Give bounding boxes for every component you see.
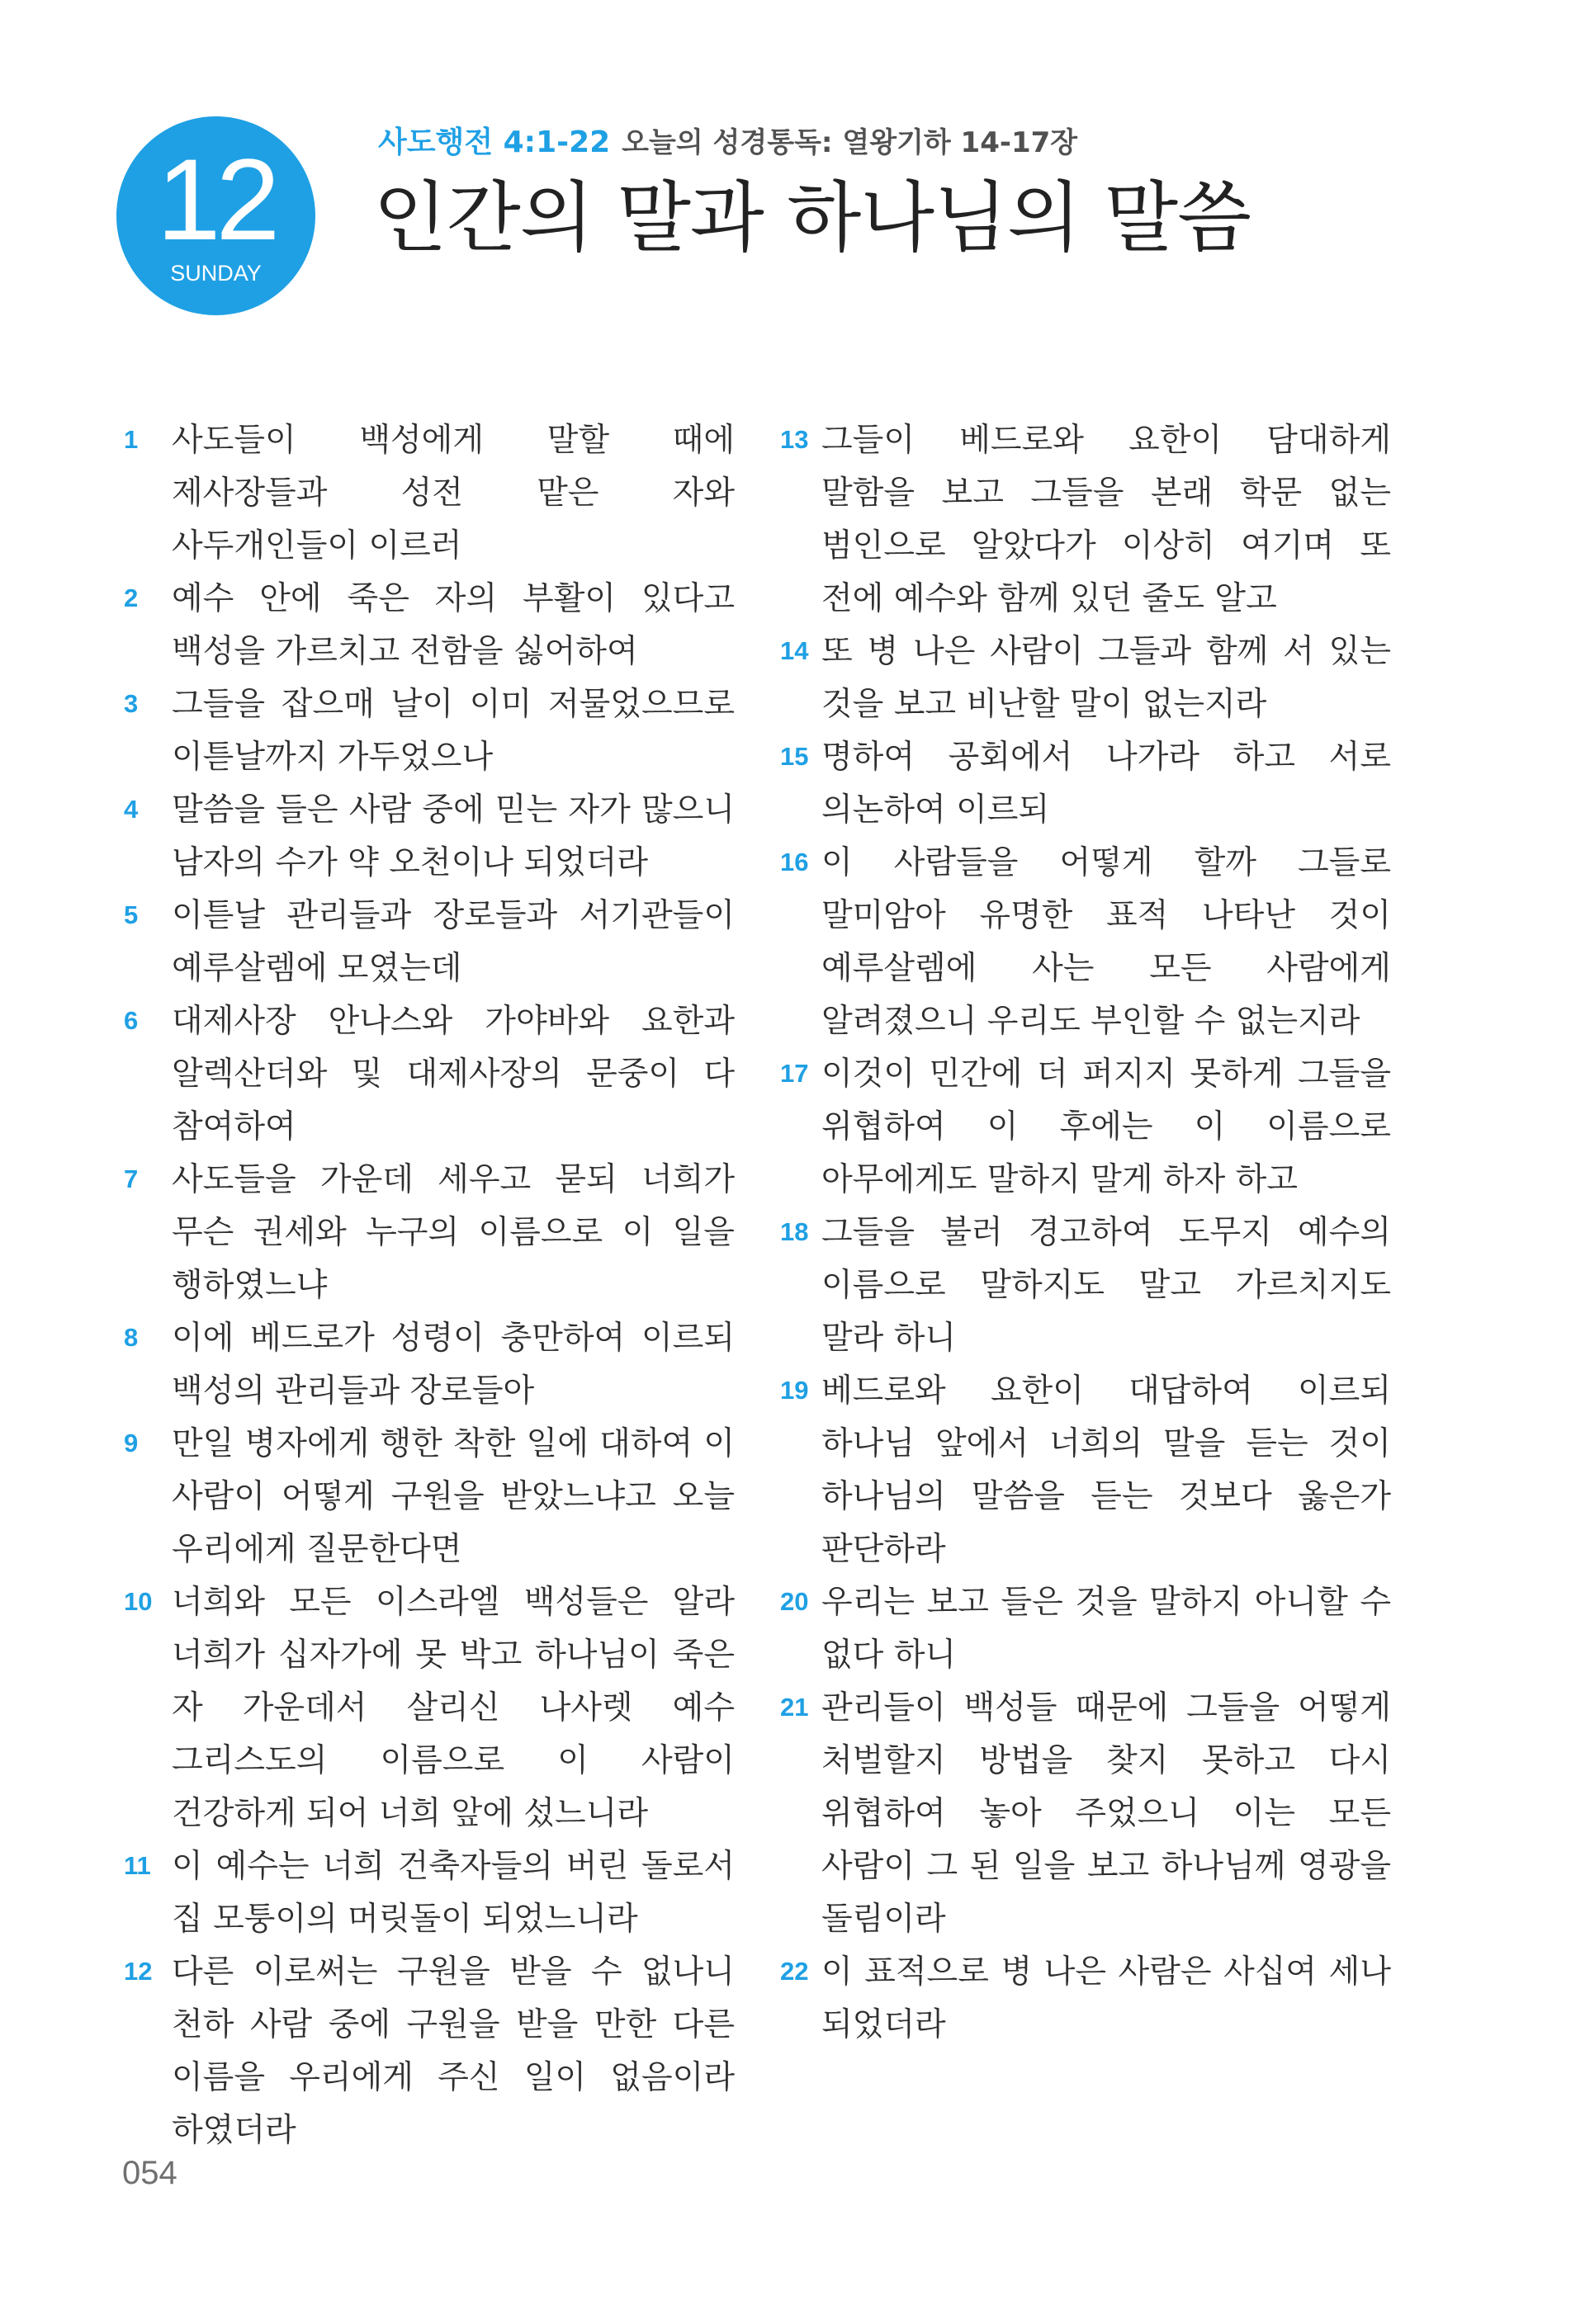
- verse: [780, 1682, 1391, 1946]
- verse: [124, 678, 735, 784]
- verse-text: 사도들이 백성에게 말할 때에 제사장들과 성전 맡은 자와 사두개인들이 이르러: [172, 422, 735, 564]
- verse-text: 그들을 잡으매 날이 이미 저물었으므로 이튿날까지 가두었으나: [172, 686, 735, 776]
- verse-number: 22: [780, 1957, 809, 1986]
- verse-text: 너희와 모든 이스라엘 백성들은 알라 너희가 십자가에 못 박고 하나님이 죽은 자 가운데서 살리신 나사렛 예수 그리스도의 이름으로 이 사람이 건강하게 되어 너희 앞에 섰느니라: [172, 1584, 735, 1832]
- verse: [124, 1840, 735, 1946]
- verse-number: 6: [124, 1006, 139, 1035]
- verse-text: 그들을 불러 경고하여 도무지 예수의 이름으로 말하지도 말고 가르치지도 말라 하니: [821, 1214, 1391, 1357]
- verse-number: 9: [124, 1429, 139, 1457]
- verse-text: 그들이 베드로와 요한이 담대하게 말함을 보고 그들을 본래 학문 없는 범인으로 알았다가 이상히 여기며 또 전에 예수와 함께 있던 줄도 알고: [821, 422, 1391, 617]
- verse-number: 16: [780, 848, 809, 876]
- verse-number: 18: [780, 1217, 809, 1246]
- page-title: 인간의 말과 하나님의 말씀: [373, 173, 1251, 262]
- verse: [124, 1154, 735, 1312]
- verse: [124, 995, 735, 1154]
- verse-number: 4: [124, 795, 139, 824]
- verse-number: 17: [780, 1059, 809, 1088]
- verse-text: 말씀을 들은 사람 중에 믿는 자가 많으니 남자의 수가 약 오천이나 되었더라: [172, 791, 735, 881]
- verse: [124, 1312, 735, 1418]
- verse-number: 19: [780, 1376, 809, 1405]
- verse-text: 예수 안에 죽은 자의 부활이 있다고 백성을 가르치고 전함을 싫어하여: [172, 580, 735, 670]
- verse-number: 20: [780, 1587, 809, 1616]
- verse-text: 이 사람들을 어떻게 할까 그들로 말미암아 유명한 표적 나타난 것이 예루살렘에 사는 모든 사람에게 알려졌으니 우리도 부인할 수 없는지라: [821, 844, 1391, 1040]
- verse-text: 명하여 공회에서 나가라 하고 서로 의논하여 이르되: [821, 739, 1391, 829]
- verse: [124, 890, 735, 995]
- verse-number: 14: [780, 636, 809, 665]
- verse-text: 만일 병자에게 행한 착한 일에 대하여 이 사람이 어떻게 구원을 받았느냐고 오늘 우리에게 질문한다면: [172, 1425, 735, 1568]
- day-badge: [116, 116, 315, 315]
- verse-number: 5: [124, 900, 139, 929]
- verse: [780, 731, 1391, 837]
- verse-text: 이 예수는 너희 건축자들의 버린 돌로서 집 모퉁이의 머릿돌이 되었느니라: [172, 1848, 735, 1938]
- day-name: SUNDAY: [170, 261, 262, 286]
- verse-text: 우리는 보고 들은 것을 말하지 아니할 수 없다 하니: [821, 1584, 1391, 1674]
- verse: [780, 414, 1391, 626]
- verse: [780, 1048, 1391, 1207]
- verse: [780, 837, 1391, 1048]
- verse: [124, 414, 735, 573]
- verse-text: 이튿날 관리들과 장로들과 서기관들이 예루살렘에 모였는데: [172, 897, 735, 987]
- verse: [780, 1576, 1391, 1682]
- verse-text: 이 표적으로 병 나은 사람은 사십여 세나 되었더라: [821, 1953, 1391, 2043]
- day-number: 12: [156, 135, 276, 264]
- verse-number: 21: [780, 1693, 809, 1722]
- verse-text: 이것이 민간에 더 퍼지지 못하게 그들을 위협하여 이 후에는 이 이름으로 아무에게도 말하지 말게 하자 하고: [821, 1056, 1391, 1198]
- verse-number: 13: [780, 425, 809, 454]
- verse: [124, 573, 735, 678]
- verse: [780, 626, 1391, 731]
- verse-column-right: [780, 414, 1391, 2052]
- verse-text: 다른 이로써는 구원을 받을 수 없나니 천하 사람 중에 구원을 받을 만한 다른 이름을 우리에게 주신 일이 없음이라 하였더라: [172, 1953, 735, 2149]
- verse: [780, 1207, 1391, 1365]
- verse-number: 12: [124, 1957, 153, 1986]
- page-number: 054: [122, 2155, 177, 2191]
- verse-number: 10: [124, 1587, 153, 1616]
- verse: [124, 1946, 735, 2157]
- verse: [780, 1946, 1391, 2052]
- verse-text: 사도들을 가운데 세우고 묻되 너희가 무슨 권세와 누구의 이름으로 이 일을 행하였느냐: [172, 1161, 735, 1304]
- verse-number: 1: [124, 425, 139, 454]
- verse-text: 관리들이 백성들 때문에 그들을 어떻게 처벌할지 방법을 찾지 못하고 다시 위협하여 놓아 주었으니 이는 모든 사람이 그 된 일을 보고 하나님께 영광을 돌림이라: [821, 1689, 1391, 1938]
- subtitle: [378, 124, 1077, 162]
- scripture-reference: 사도행전 4:1-22: [378, 125, 611, 159]
- verse-number: 11: [124, 1851, 151, 1880]
- reading-plan: 오늘의 성경통독: 열왕기하 14-17장: [622, 126, 1078, 159]
- verse: [124, 1418, 735, 1576]
- verse-text: 베드로와 요한이 대답하여 이르되 하나님 앞에서 너희의 말을 듣는 것이 하나님의 말씀을 듣는 것보다 옳은가 판단하라: [821, 1372, 1391, 1568]
- verse: [124, 1576, 735, 1840]
- verse-number: 15: [780, 742, 809, 771]
- verse-number: 3: [124, 689, 139, 718]
- verse: [124, 784, 735, 890]
- verse-text: 또 병 나은 사람이 그들과 함께 서 있는 것을 보고 비난할 말이 없는지라: [821, 633, 1391, 723]
- verse-number: 8: [124, 1323, 139, 1352]
- verse-column-left: [124, 414, 735, 2157]
- verse-text: 이에 베드로가 성령이 충만하여 이르되 백성의 관리들과 장로들아: [172, 1320, 735, 1410]
- verse-text: 대제사장 안나스와 가야바와 요한과 알렉산더와 및 대제사장의 문중이 다 참여하여: [172, 1003, 735, 1145]
- verse-number: 7: [124, 1164, 139, 1193]
- verse-number: 2: [124, 583, 139, 612]
- verse: [780, 1365, 1391, 1576]
